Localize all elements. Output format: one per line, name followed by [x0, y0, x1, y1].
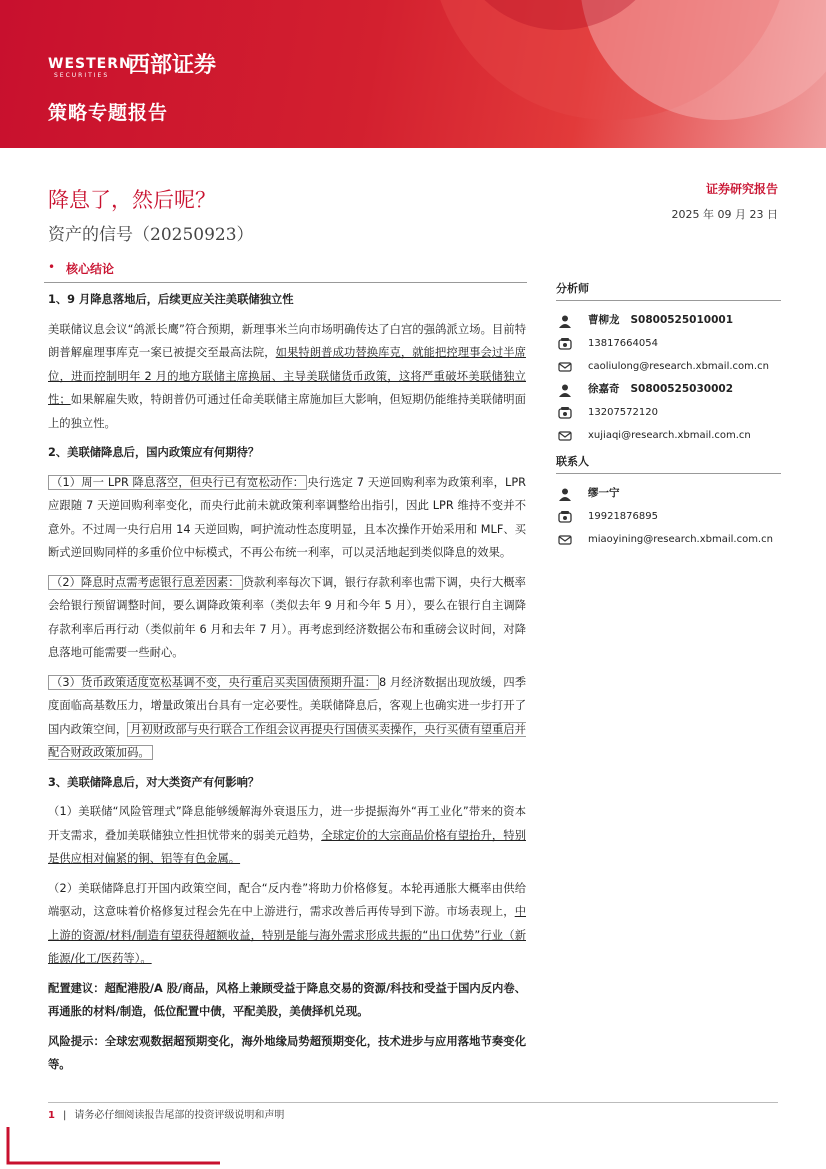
- analyst-heading: 分析师: [556, 280, 781, 301]
- report-category: 策略专题报告: [48, 102, 169, 124]
- document-type: 证券研究报告: [705, 182, 778, 196]
- logo-english-sub: SECURITIES: [54, 72, 110, 79]
- corner-decoration: [0, 1125, 826, 1169]
- sidebar: [556, 280, 781, 551]
- banner-decoration: [0, 0, 826, 148]
- bullet-icon: •: [48, 260, 56, 274]
- boxed-text: （2）降息时点需考虑银行息差因素：: [48, 575, 243, 590]
- boxed-text: （1）周一 LPR 降息落空，但央行已有宽松动作：: [48, 475, 307, 490]
- analyst-cert: S0800525010001: [630, 314, 734, 326]
- main-content: [48, 288, 526, 1083]
- paragraph: [48, 877, 526, 971]
- page-number: 1: [48, 1110, 55, 1121]
- underlined-text: 如果特朗普成功替换库克，就能把控理事会过半席位，进而控制明年 2 月的地方联储主席换届、主导美联储货币政策，这将严重破坏美联储独立性；: [48, 346, 526, 406]
- underlined-text: 全球定价的大宗商品价格有望抬升，特别是供应相对偏紧的铜、铝等有色金属。: [48, 828, 526, 865]
- phone-row: [556, 332, 781, 355]
- paragraph: [48, 671, 526, 765]
- analyst-email[interactable]: xujiaqi@research.xbmail.com.cn: [588, 430, 751, 441]
- text-span: （1）美联储“风险管理式”降息能够缓解海外衰退压力，进一步提振海外“再工业化”带来的资本开支需求，叠加美联储独立性担忧带来的弱美元趋势，: [48, 805, 526, 842]
- email-icon: [558, 429, 572, 443]
- phone-icon: [558, 510, 572, 524]
- contact-name: 缪一宁: [588, 487, 620, 499]
- contact-row: [556, 482, 781, 505]
- email-row: [556, 355, 781, 378]
- analyst-name-cert: [588, 309, 733, 332]
- logo-chinese: 西部证券: [128, 53, 217, 78]
- analyst-row: [556, 309, 781, 332]
- text-span: 央行选定 7 天逆回购利率为政策利率，LPR 应跟随 7 天逆回购利率变化，而央行此前未就政策利率调整给出指引，因此 LPR 维持不变并不意外。不过周一央行启用 14 天逆回购，呵护流动性态度明显，且本次操作开始采用和 MLF、买断式逆回购同样的多重价位中标模式，不再公布统一利率，可以灵活地起到类似降息的效果。: [48, 475, 527, 559]
- contact-phone: 19921876895: [588, 511, 658, 522]
- phone-row: [556, 505, 781, 528]
- phone-icon: [558, 406, 572, 420]
- section-heading: 2、美联储降息后，国内政策应有何期待？: [48, 446, 260, 459]
- core-conclusion-label: 核心结论: [66, 262, 115, 276]
- text-span: 8 月经济数据出现放缓，四季度面临高基数压力，增量政策出台具有一定必要性。美联储降息后，客观上也确实进一步打开了国内政策空间，: [48, 675, 527, 736]
- analyst-name-cert: [588, 378, 733, 401]
- phone-row: [556, 401, 781, 424]
- report-date: 2025 年 09 月 23 日: [671, 208, 778, 221]
- analyst-name: 徐嘉奇: [588, 383, 620, 395]
- text-span: （2）美联储降息打开国内政策空间，配合“反内卷”将助力价格修复。本轮再通胀大概率由供给端驱动，这意味着价格修复过程会先在中上游进行，需求改善后再传导到下游。市场表现上，: [48, 881, 526, 918]
- section-heading: 1、9 月降息落地后，后续更应关注美联储独立性: [48, 293, 294, 306]
- email-icon: [558, 533, 572, 547]
- person-icon: [558, 383, 572, 397]
- footer-separator: |: [62, 1110, 67, 1121]
- footer-divider: [48, 1102, 778, 1103]
- paragraph: [48, 318, 526, 436]
- allocation-advice: 配置建议：超配港股/A 股/商品，风格上兼顾受益于降息交易的资源/科技和受益于国内反内卷、再通胀的材料/制造，低位配置中债，平配美股，美债择机兑现。: [48, 981, 526, 1018]
- section-heading: 3、美联储降息后，对大类资产有何影响？: [48, 775, 260, 789]
- email-row: [556, 528, 781, 551]
- logo-english: WESTERN: [48, 56, 132, 72]
- contact-heading: 联系人: [556, 453, 781, 474]
- analyst-email[interactable]: caoliulong@research.xbmail.com.cn: [588, 361, 769, 372]
- boxed-text: （3）货币政策适度宽松基调不变，央行重启买卖国债预期升温：: [48, 675, 379, 690]
- footer-disclaimer: 请务必仔细阅读报告尾部的投资评级说明和声明: [74, 1110, 285, 1121]
- core-conclusion-bar: [44, 256, 527, 283]
- footer: [48, 1106, 284, 1121]
- analyst-row: [556, 378, 781, 401]
- analyst-cert: S0800525030002: [630, 383, 734, 395]
- analyst-phone: 13817664054: [588, 338, 658, 349]
- analyst-name: 曹柳龙: [588, 314, 620, 326]
- header-banner: [0, 0, 826, 148]
- text-span: 如果解雇失败，特朗普仍可通过任命美联储主席施加巨大影响，但短期仍能维持美联储明面上的独立性。: [48, 393, 526, 430]
- report-subtitle: 资产的信号（20250923）: [48, 225, 254, 245]
- person-icon: [558, 487, 572, 501]
- text-span: 贷款利率每次下调，银行存款利率也需下调，央行大概率会给银行预留调整时间，要么调降政策利率（类似去年 9 月和今年 5 月），要么在银行自主调降存款利率后再行动（类似前年 6 月和去年 7 月）。再考虑到经济数据公布和重磅会议时间，对降息落地可能需要一些耐心。: [48, 575, 526, 659]
- email-icon: [558, 360, 572, 374]
- person-icon: [558, 314, 572, 328]
- risk-warning: 风险提示：全球宏观数据超预期变化，海外地缘局势超预期变化，技术进步与应用落地节奏变化等。: [48, 1034, 526, 1071]
- analyst-phone: 13207572120: [588, 407, 658, 418]
- boxed-text: 月初财政部与央行联合工作组会议再提央行国债买卖操作，央行买债有望重启并配合财政政策加码。: [48, 722, 526, 759]
- contact-email[interactable]: miaoyining@research.xbmail.com.cn: [588, 534, 773, 545]
- phone-icon: [558, 337, 572, 351]
- text-span: 美联储议息会议“鸽派长鹰”符合预期，新理事米兰向市场明确传达了白宫的强鸽派立场。目前特朗普解雇理事库克一案已被提交至最高法院，: [48, 322, 526, 359]
- paragraph: [48, 471, 526, 565]
- paragraph: [48, 571, 526, 665]
- email-row: [556, 424, 781, 447]
- underlined-text: 中上游的资源/材料/制造有望获得超额收益，特别是能与海外需求形成共振的“出口优势”行业（新能源/化工/医药等）。: [48, 905, 526, 965]
- report-title: 降息了，然后呢？: [48, 188, 216, 212]
- paragraph: [48, 800, 526, 871]
